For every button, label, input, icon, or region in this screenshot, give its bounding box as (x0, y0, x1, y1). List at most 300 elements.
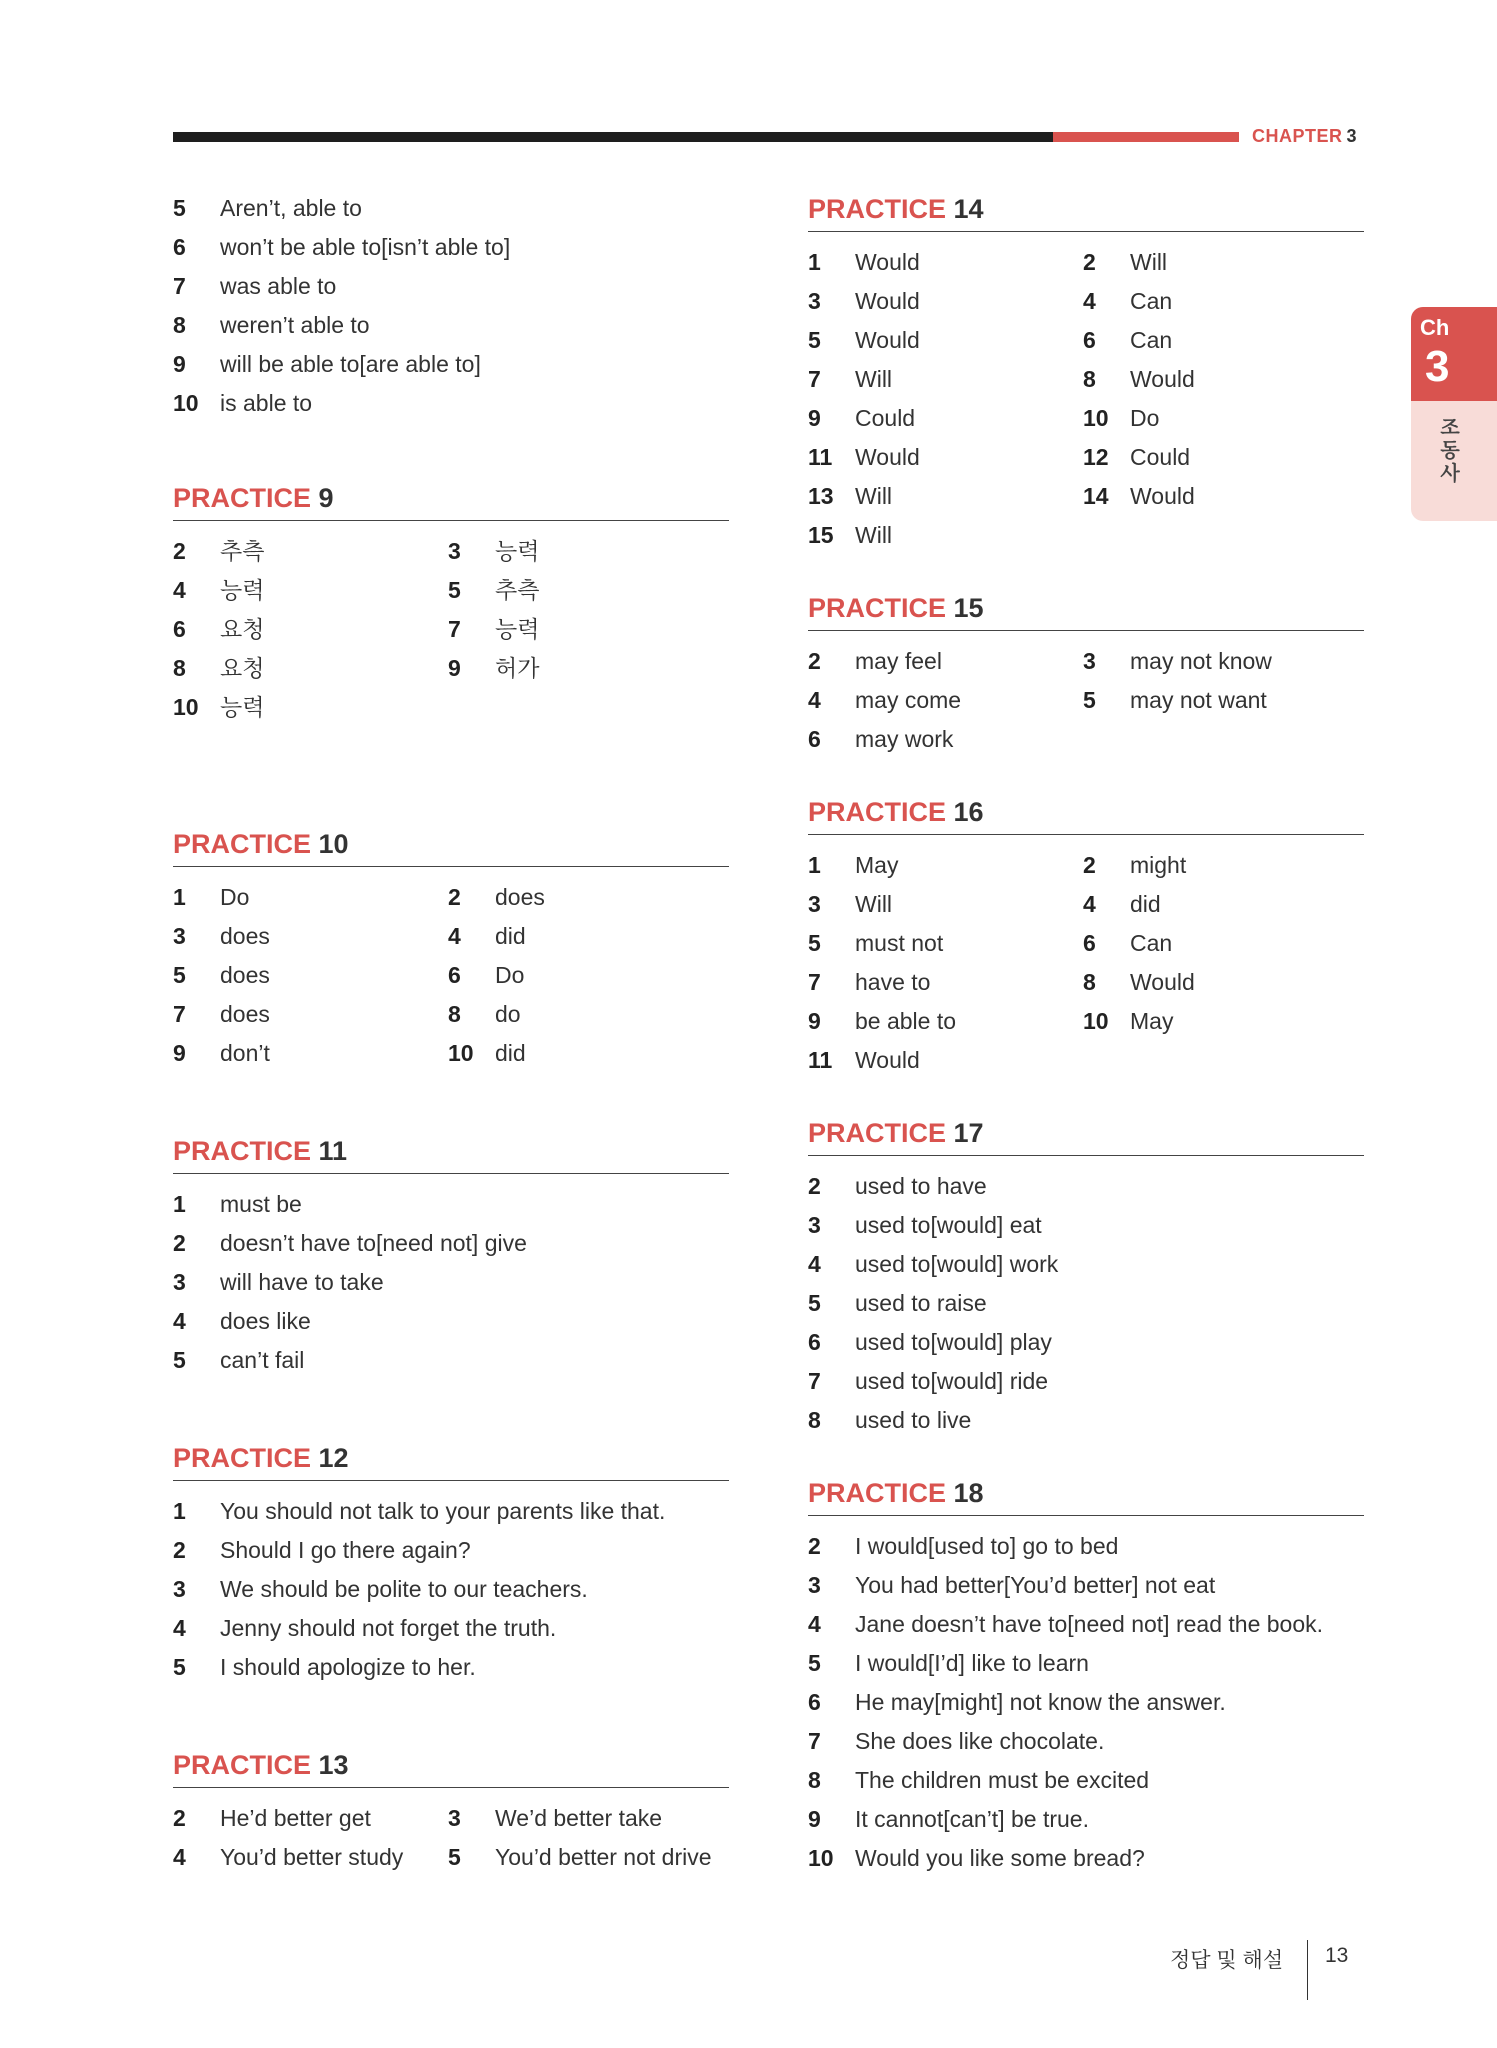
section-title-word: PRACTICE (808, 194, 947, 224)
answer-item (173, 306, 729, 345)
item-number: 3 (173, 1269, 186, 1295)
side-tab-ch: Ch (1420, 315, 1450, 340)
answer-item (1083, 924, 1364, 963)
item-number: 8 (173, 655, 186, 681)
item-number: 2 (173, 1230, 186, 1256)
item-number: 9 (808, 1008, 821, 1034)
answer-item (1083, 885, 1364, 924)
side-tab-label-char: 사 (1440, 463, 1460, 485)
answer-item (173, 1185, 729, 1224)
item-answer: 능력 (495, 616, 540, 642)
item-number: 3 (808, 1572, 821, 1598)
section-number: 9 (318, 483, 334, 513)
item-answer: 능력 (495, 538, 540, 564)
item-number: 6 (448, 962, 461, 988)
section-title (808, 191, 1364, 227)
item-answer: Do (1130, 405, 1160, 431)
answer-item (173, 228, 729, 267)
item-answer: won’t be able to[isn’t able to] (220, 234, 511, 260)
item-number: 4 (173, 1844, 186, 1870)
item-answer: will have to take (220, 1269, 384, 1295)
item-number: 2 (448, 884, 461, 910)
item-answer: Jenny should not forget the truth. (220, 1615, 557, 1641)
footer-section-label: 정답 및 해설 (1170, 1949, 1284, 1972)
item-number: 4 (448, 923, 461, 949)
item-answer: does (220, 923, 270, 949)
chapter-number: 3 (1346, 126, 1358, 146)
section-title (808, 794, 1364, 830)
item-answer: weren’t able to (220, 312, 370, 338)
practice-12 (173, 1440, 729, 1687)
item-number: 12 (1083, 444, 1109, 470)
section-number: 18 (953, 1478, 984, 1508)
item-number: 6 (808, 726, 821, 752)
practice-13 (173, 1747, 729, 1877)
item-number: 8 (173, 312, 186, 338)
item-number: 3 (448, 538, 461, 564)
item-answer: Do (495, 962, 525, 988)
section-title-word: PRACTICE (808, 797, 947, 827)
item-answer: 요청 (220, 655, 265, 681)
section-number: 10 (318, 829, 349, 859)
section-rule (173, 1787, 729, 1788)
item-number: 4 (808, 1251, 821, 1277)
answer-list (173, 878, 729, 1073)
item-number: 10 (808, 1845, 834, 1871)
section-title-word: PRACTICE (808, 1478, 947, 1508)
answer-item (173, 1838, 448, 1877)
answer-item (448, 917, 729, 956)
section-number: 17 (953, 1118, 984, 1148)
item-number: 3 (808, 1212, 821, 1238)
answer-item (808, 1605, 1364, 1644)
answer-list (808, 642, 1364, 759)
answer-item (808, 1284, 1364, 1323)
section-number: 15 (953, 593, 984, 623)
item-answer: May (855, 852, 899, 878)
answer-item (808, 1722, 1364, 1761)
item-number: 10 (173, 390, 199, 416)
item-answer: Would (855, 249, 920, 275)
item-number: 5 (808, 327, 821, 353)
answer-item (1083, 681, 1364, 720)
answer-item (808, 681, 1083, 720)
answer-item (808, 642, 1083, 681)
item-answer: 허가 (495, 655, 540, 681)
answer-item (448, 995, 729, 1034)
answer-item (173, 995, 448, 1034)
item-number: 6 (173, 234, 186, 260)
answer-list (173, 189, 729, 423)
item-number: 11 (808, 444, 833, 470)
section-rule (808, 834, 1364, 835)
answer-item (808, 885, 1083, 924)
section-title (808, 1475, 1364, 1511)
item-answer: We should be polite to our teachers. (220, 1576, 588, 1602)
item-answer: don’t (220, 1040, 270, 1066)
item-answer: Could (855, 405, 916, 431)
item-number: 6 (1083, 327, 1096, 353)
answer-item (173, 384, 729, 423)
answer-item (173, 917, 448, 956)
item-answer: 능력 (220, 577, 265, 603)
chapter-label-text: CHAPTER (1252, 126, 1343, 146)
section-rule (173, 1480, 729, 1481)
item-number: 5 (173, 1654, 186, 1680)
section-title-word: PRACTICE (173, 1443, 312, 1473)
answer-item (1083, 438, 1364, 477)
item-answer: Jane doesn’t have to[need not] read the book. (855, 1611, 1324, 1637)
answer-item (808, 1401, 1364, 1440)
answer-item (808, 477, 1083, 516)
section-rule (808, 630, 1364, 631)
answer-item (448, 1838, 729, 1877)
section-rule (173, 866, 729, 867)
item-answer: does (495, 884, 545, 910)
answer-item (448, 878, 729, 917)
item-number: 8 (1083, 366, 1096, 392)
item-number: 10 (1083, 1008, 1109, 1034)
section-title (808, 590, 1364, 626)
item-answer: We’d better take (495, 1805, 663, 1831)
item-answer: used to[would] work (855, 1251, 1059, 1277)
item-answer: may work (855, 726, 954, 752)
item-answer: You’d better study (220, 1844, 404, 1870)
item-answer: used to[would] play (855, 1329, 1052, 1355)
item-number: 9 (808, 1806, 821, 1832)
answer-item (808, 399, 1083, 438)
answer-item (808, 1683, 1364, 1722)
answer-item (808, 1167, 1364, 1206)
item-number: 5 (808, 1290, 821, 1316)
item-number: 7 (173, 273, 186, 299)
item-number: 4 (1083, 288, 1096, 314)
item-answer: used to live (855, 1407, 972, 1433)
item-answer: Will (855, 891, 893, 917)
answer-item (448, 649, 729, 688)
practice-15 (808, 590, 1364, 759)
answer-item (173, 1034, 448, 1073)
section-title (173, 1133, 729, 1169)
item-number: 11 (808, 1047, 833, 1073)
item-answer: Do (220, 884, 250, 910)
answer-item (808, 720, 1083, 759)
item-answer: 추측 (495, 577, 540, 603)
item-number: 4 (173, 577, 186, 603)
answer-item (173, 1570, 729, 1609)
answer-item (173, 1341, 729, 1380)
practice-18 (808, 1475, 1364, 1878)
item-number: 2 (173, 538, 186, 564)
item-number: 1 (173, 1191, 186, 1217)
answer-item (808, 1002, 1083, 1041)
item-number: 5 (173, 962, 186, 988)
item-number: 9 (808, 405, 821, 431)
answer-item (808, 1527, 1364, 1566)
answer-item (808, 963, 1083, 1002)
section-title-word: PRACTICE (808, 1118, 947, 1148)
item-number: 3 (448, 1805, 461, 1831)
answer-item (448, 1034, 729, 1073)
section-rule (173, 1173, 729, 1174)
item-answer: may feel (855, 648, 942, 674)
item-answer: It cannot[can’t] be true. (855, 1806, 1089, 1832)
answer-item (173, 1799, 448, 1838)
answer-item (173, 1263, 729, 1302)
answer-list (808, 846, 1364, 1080)
section-title-word: PRACTICE (808, 593, 947, 623)
section-number: 16 (953, 797, 984, 827)
item-answer: does (220, 1001, 270, 1027)
item-answer: She does like chocolate. (855, 1728, 1105, 1754)
section-rule (808, 1515, 1364, 1516)
answer-item (448, 610, 729, 649)
page-number: 13 (1325, 1944, 1349, 1967)
answer-item (173, 571, 448, 610)
item-number: 14 (1083, 483, 1109, 509)
answer-item (808, 1644, 1364, 1683)
chapter-label (1252, 126, 1357, 147)
item-answer: used to[would] ride (855, 1368, 1049, 1394)
practice-16 (808, 794, 1364, 1080)
answer-item (808, 438, 1083, 477)
side-tab-number: 3 (1425, 342, 1450, 391)
item-answer: He may[might] not know the answer. (855, 1689, 1226, 1715)
section-title-word: PRACTICE (173, 1136, 312, 1166)
item-answer: used to[would] eat (855, 1212, 1042, 1238)
answer-item (448, 532, 729, 571)
item-number: 3 (173, 1576, 186, 1602)
chapter-side-tab[interactable] (1411, 307, 1497, 521)
item-answer: will be able to[are able to] (220, 351, 481, 377)
answer-item (808, 1362, 1364, 1401)
footer-divider (1307, 1940, 1308, 2000)
item-number: 7 (173, 1001, 186, 1027)
item-answer: do (495, 1001, 521, 1027)
answer-list (173, 1492, 729, 1687)
answer-item (808, 1566, 1364, 1605)
item-number: 8 (808, 1407, 821, 1433)
item-answer: Can (1130, 930, 1173, 956)
section-title (173, 1747, 729, 1783)
item-number: 9 (173, 351, 186, 377)
answer-item (1083, 477, 1364, 516)
item-answer: I should apologize to her. (220, 1654, 476, 1680)
item-answer: might (1130, 852, 1187, 878)
answer-item (1083, 243, 1364, 282)
item-number: 2 (1083, 852, 1096, 878)
item-answer: Would (855, 444, 920, 470)
answer-item (173, 1302, 729, 1341)
item-answer: was able to (220, 273, 337, 299)
item-number: 3 (808, 288, 821, 314)
item-answer: may not want (1130, 687, 1267, 713)
item-number: 7 (808, 1368, 821, 1394)
item-answer: Will (1130, 249, 1168, 275)
item-answer: You’d better not drive (495, 1844, 712, 1870)
item-number: 15 (808, 522, 834, 548)
answer-item (1083, 963, 1364, 1002)
answer-item (1083, 360, 1364, 399)
item-number: 4 (173, 1308, 186, 1334)
side-tab-label-char: 조 (1440, 417, 1460, 439)
section-title-word: PRACTICE (173, 483, 312, 513)
answer-item (173, 688, 448, 727)
item-answer: Will (855, 483, 893, 509)
item-answer: May (1130, 1008, 1174, 1034)
practice-11 (173, 1133, 729, 1380)
answer-item (808, 1761, 1364, 1800)
answer-item (173, 532, 448, 571)
item-answer: Would (855, 327, 920, 353)
item-number: 5 (808, 930, 821, 956)
practice-14 (808, 191, 1364, 555)
answer-item (808, 516, 1083, 555)
item-answer: Can (1130, 327, 1173, 353)
answer-list (808, 1527, 1364, 1878)
answer-item (173, 1609, 729, 1648)
section-number: 11 (318, 1136, 348, 1166)
item-answer: can’t fail (220, 1347, 305, 1373)
answer-item (173, 267, 729, 306)
section-title-word: PRACTICE (173, 829, 312, 859)
item-number: 1 (173, 884, 186, 910)
practice-17 (808, 1115, 1364, 1440)
answer-item (1083, 321, 1364, 360)
item-number: 2 (808, 1533, 821, 1559)
answer-item (808, 1245, 1364, 1284)
item-number: 2 (808, 1173, 821, 1199)
item-number: 7 (808, 366, 821, 392)
answer-item (448, 1799, 729, 1838)
item-answer: be able to (855, 1008, 957, 1034)
item-number: 9 (173, 1040, 186, 1066)
answer-item (1083, 642, 1364, 681)
item-number: 8 (448, 1001, 461, 1027)
section-rule (173, 520, 729, 521)
item-number: 13 (808, 483, 834, 509)
item-answer: You had better[You’d better] not eat (855, 1572, 1216, 1598)
section-title-word: PRACTICE (173, 1750, 312, 1780)
answer-item (173, 1492, 729, 1531)
answer-item (173, 610, 448, 649)
item-number: 7 (808, 1728, 821, 1754)
answer-item (808, 924, 1083, 963)
continued-answers (173, 189, 729, 423)
item-answer: Would (1130, 969, 1195, 995)
answer-item (173, 189, 729, 228)
item-answer: does like (220, 1308, 311, 1334)
item-number: 6 (808, 1689, 821, 1715)
answer-item (173, 345, 729, 384)
item-number: 3 (808, 891, 821, 917)
item-number: 4 (808, 687, 821, 713)
item-answer: Aren’t, able to (220, 195, 362, 221)
item-answer: 능력 (220, 694, 265, 720)
item-number: 1 (808, 249, 821, 275)
item-answer: Would (855, 1047, 920, 1073)
item-answer: I would[used to] go to bed (855, 1533, 1119, 1559)
answer-list (808, 1167, 1364, 1440)
answer-item (808, 1839, 1364, 1878)
item-answer: used to have (855, 1173, 987, 1199)
item-number: 4 (173, 1615, 186, 1641)
answer-item (1083, 846, 1364, 885)
answer-item (173, 1531, 729, 1570)
item-number: 7 (808, 969, 821, 995)
item-answer: used to raise (855, 1290, 987, 1316)
item-answer: Should I go there again? (220, 1537, 471, 1563)
item-number: 4 (1083, 891, 1096, 917)
item-number: 3 (1083, 648, 1096, 674)
answer-list (173, 532, 729, 727)
section-title (808, 1115, 1364, 1151)
item-answer: Could (1130, 444, 1191, 470)
practice-10 (173, 826, 729, 1073)
item-answer: The children must be excited (855, 1767, 1150, 1793)
item-answer: doesn’t have to[need not] give (220, 1230, 527, 1256)
answer-item (173, 649, 448, 688)
section-number: 14 (953, 194, 984, 224)
answer-item (808, 1041, 1083, 1080)
item-answer: Would (855, 288, 920, 314)
answer-item (173, 1648, 729, 1687)
item-answer: He’d better get (220, 1805, 371, 1831)
item-number: 9 (448, 655, 461, 681)
item-number: 8 (808, 1767, 821, 1793)
item-number: 2 (808, 648, 821, 674)
answer-item (808, 1206, 1364, 1245)
item-answer: Will (855, 366, 893, 392)
item-number: 5 (448, 1844, 461, 1870)
answer-item (1083, 1002, 1364, 1041)
item-number: 7 (448, 616, 461, 642)
item-answer: must be (220, 1191, 302, 1217)
item-number: 2 (173, 1805, 186, 1831)
section-rule (808, 1155, 1364, 1156)
item-answer: have to (855, 969, 931, 995)
practice-9 (173, 480, 729, 727)
section-number: 12 (318, 1443, 349, 1473)
item-number: 4 (808, 1611, 821, 1637)
answer-item (173, 956, 448, 995)
item-number: 5 (173, 1347, 186, 1373)
item-answer: 요청 (220, 616, 265, 642)
item-number: 10 (1083, 405, 1109, 431)
answer-item (448, 571, 729, 610)
item-number: 2 (1083, 249, 1096, 275)
item-number: 8 (1083, 969, 1096, 995)
item-answer: may not know (1130, 648, 1272, 674)
answer-list (173, 1185, 729, 1380)
item-number: 5 (808, 1650, 821, 1676)
side-tab-label (1435, 417, 1465, 486)
item-answer: Can (1130, 288, 1173, 314)
item-answer: did (495, 923, 526, 949)
item-answer: I would[I’d] like to learn (855, 1650, 1089, 1676)
item-number: 2 (173, 1537, 186, 1563)
answer-item (173, 1224, 729, 1263)
answer-item (808, 846, 1083, 885)
item-number: 5 (448, 577, 461, 603)
item-answer: did (1130, 891, 1161, 917)
item-number: 5 (1083, 687, 1096, 713)
item-answer: may come (855, 687, 962, 713)
item-number: 1 (173, 1498, 186, 1524)
answer-item (1083, 399, 1364, 438)
answer-item (1083, 282, 1364, 321)
section-title (173, 480, 729, 516)
